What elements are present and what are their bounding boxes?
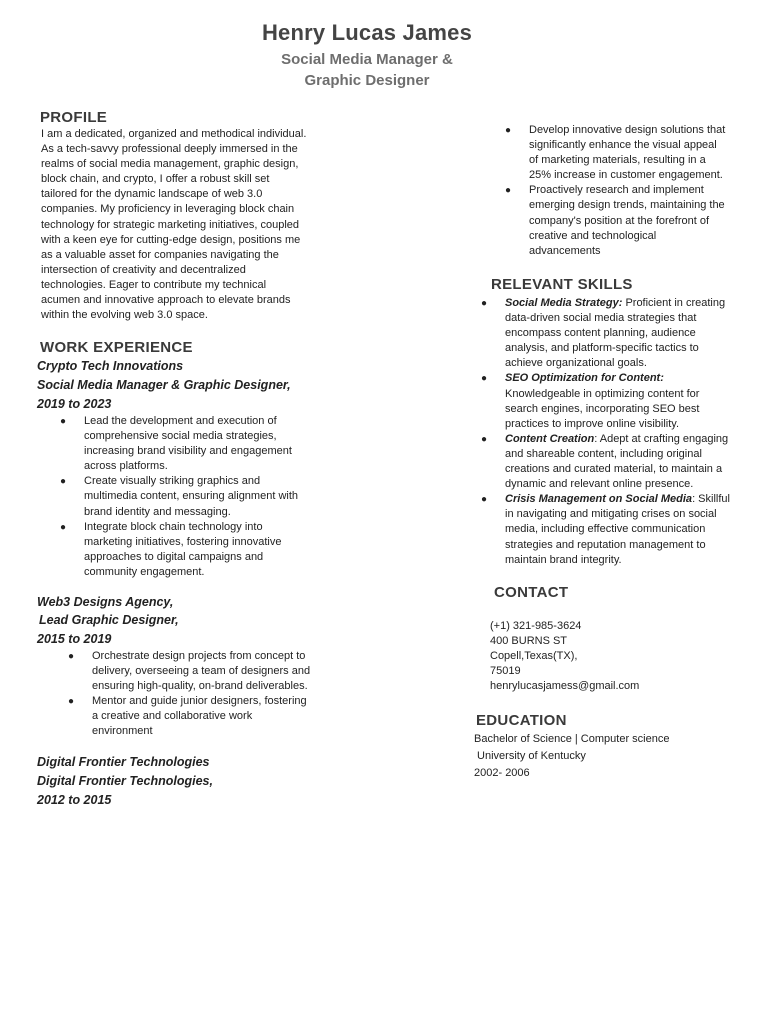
list-item: ● SEO Optimization for Content: Knowledgeable in optimizing content for search engines, incorporating SEO best practices to improve online visibility. bbox=[481, 372, 700, 430]
contact-heading: CONTACT bbox=[494, 584, 569, 601]
skill-title: Content Creation bbox=[505, 432, 595, 445]
list-item: ● Integrate block chain technology into marketing initiatives, fostering innovative approaches to digital campaigns and community engagement. bbox=[60, 520, 282, 578]
job3-company: Digital Frontier Technologies bbox=[37, 755, 210, 769]
job1-dates: 2019 to 2023 bbox=[37, 397, 112, 411]
list-item: ● Content Creation: Adept at crafting engaging and shareable content, including original creations and curated material, to maintain a dynamic and relevant online presence. bbox=[481, 432, 729, 491]
job2-bullets bbox=[68, 649, 348, 740]
profile-line: As a tech-savvy professional deeply immersed in the bbox=[41, 143, 298, 156]
list-item: ● Proactively research and implement emerging design trends, maintaining the company's position at the forefront of creative and technological advancements bbox=[505, 184, 725, 257]
job3-bullets bbox=[505, 123, 755, 259]
bullet-icon: ● bbox=[68, 651, 75, 662]
list-item: ● Create visually striking graphics and multimedia content, ensuring alignment with brand identity and messaging. bbox=[60, 475, 299, 518]
skill-title: Social Media Strategy: bbox=[505, 297, 623, 309]
profile-line: I am a dedicated, organized and methodical individual. bbox=[41, 128, 307, 140]
profile-line: acumen and innovative approach to elevate brands bbox=[41, 294, 291, 307]
skill-title: SEO Optimization for Content: bbox=[505, 372, 664, 385]
contact-address-line-1: 400 BURNS ST bbox=[490, 635, 568, 647]
bullet-icon: ● bbox=[481, 373, 488, 385]
job2-company: Web3 Designs Agency, bbox=[37, 595, 174, 609]
bullet-icon: ● bbox=[481, 433, 488, 445]
skill-title: Crisis Management on Social Media bbox=[505, 493, 693, 506]
bullet-icon: ● bbox=[68, 696, 75, 708]
education-block bbox=[474, 732, 669, 781]
contact-address-line-2: Copell,Texas(TX), bbox=[490, 650, 578, 662]
bullet-icon: ● bbox=[505, 185, 512, 197]
contact-phone: (+1) 321-985-3624 bbox=[490, 620, 582, 632]
profile-line: with a keen eye for cutting-edge design, positions me bbox=[41, 233, 301, 246]
job3-dates: 2012 to 2015 bbox=[37, 793, 112, 807]
profile-line: within the evolving web 3.0 space. bbox=[41, 309, 208, 322]
list-item: ● Crisis Management on Social Media: Skillful in navigating and mitigating crises on social media, including effective communication strategies and reputation management to maintain brand integrity. bbox=[481, 493, 730, 566]
bullet-icon: ● bbox=[60, 476, 67, 488]
profile-text bbox=[41, 127, 341, 323]
bullet-icon: ● bbox=[481, 494, 488, 506]
profile-line: block chain, and crypto, I offer a robust skill set bbox=[41, 173, 270, 186]
education-degree: Bachelor of Science | Computer science bbox=[474, 733, 670, 745]
job2-role: Lead Graphic Designer, bbox=[39, 613, 179, 627]
job1-role: Social Media Manager & Graphic Designer, bbox=[37, 378, 291, 392]
contact-zip: 75019 bbox=[490, 665, 521, 677]
profile-line: as a valuable asset for companies navigating the bbox=[41, 248, 279, 261]
job2-dates: 2015 to 2019 bbox=[37, 632, 112, 646]
education-heading: EDUCATION bbox=[476, 712, 567, 729]
profile-line: tailored for the dynamic landscape of web 3.0 bbox=[41, 188, 263, 201]
job-title-line-2: Graphic Designer bbox=[304, 72, 430, 89]
bullet-icon: ● bbox=[505, 125, 512, 136]
work-experience-heading: WORK EXPERIENCE bbox=[40, 339, 193, 356]
job3-role: Digital Frontier Technologies, bbox=[37, 774, 213, 788]
profile-line: realms of social media management, graphic design, bbox=[41, 158, 299, 171]
list-item: ● Orchestrate design projects from concept to delivery, overseeing a team of designers and ensuring high-quality, on-brand deliverables. bbox=[68, 650, 311, 693]
contact-block bbox=[490, 619, 639, 694]
profile-line: intersection of creativity and decentralized bbox=[41, 263, 246, 276]
job1-company: Crypto Tech Innovations bbox=[37, 359, 184, 373]
list-item: ● Mentor and guide junior designers, fostering a creative and collaborative work environment bbox=[68, 695, 307, 738]
list-item: ● Lead the development and execution of comprehensive social media strategies, increasing brand visibility and engagement across platforms. bbox=[60, 415, 292, 473]
contact-email: henrylucasjamess@gmail.com bbox=[490, 680, 640, 692]
education-years: 2002- 2006 bbox=[474, 767, 530, 779]
bullet-icon: ● bbox=[60, 416, 67, 427]
job1-bullets bbox=[60, 414, 340, 580]
bullet-icon: ● bbox=[481, 298, 488, 309]
profile-line: technology for strategic marketing initiatives, coupled bbox=[41, 218, 300, 231]
list-item: ● Develop innovative design solutions that significantly enhance the visual appeal of marketing materials, resulting in a 25% increase in customer engagement. bbox=[505, 124, 726, 182]
profile-line: technologies. Eager to contribute my technical bbox=[41, 278, 267, 291]
job-title-line-1: Social Media Manager & bbox=[281, 51, 453, 68]
skills-heading: RELEVANT SKILLS bbox=[491, 276, 633, 293]
skills-list bbox=[481, 296, 751, 568]
bullet-icon: ● bbox=[60, 521, 67, 533]
profile-heading: PROFILE bbox=[40, 109, 108, 126]
candidate-name: Henry Lucas James bbox=[261, 20, 473, 45]
list-item: ● Social Media Strategy: Proficient in creating data-driven social media strategies that encompass content planning, audience analysis, and platform-specific tactics to achieve organizational goals. bbox=[481, 297, 726, 370]
profile-line: companies. My proficiency in leveraging block chain bbox=[41, 203, 295, 216]
education-school: University of Kentucky bbox=[474, 750, 586, 762]
